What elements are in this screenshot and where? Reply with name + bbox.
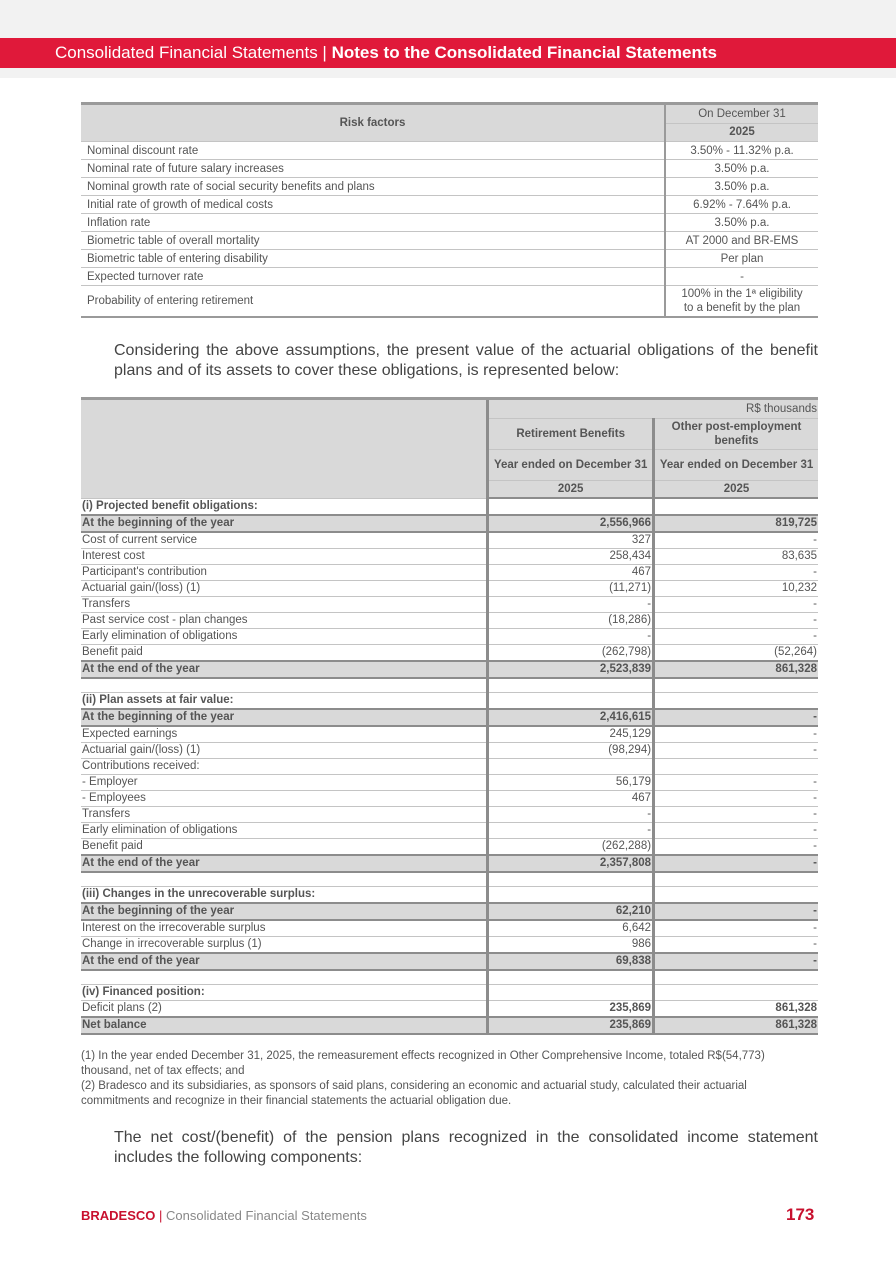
risk-date-header: On December 31 — [665, 104, 818, 124]
other-value: - — [654, 823, 818, 839]
risk-value — [665, 286, 818, 318]
table-row — [81, 498, 818, 515]
row-label: Interest cost — [81, 549, 488, 565]
risk-factors-table — [81, 102, 818, 318]
table-row — [81, 613, 818, 629]
row-label: (i) Projected benefit obligations: — [81, 498, 488, 515]
risk-value: Per plan — [665, 250, 818, 268]
other-value: 861,328 — [654, 1001, 818, 1018]
table-row — [81, 286, 818, 318]
other-value: - — [654, 937, 818, 954]
row-label: (iii) Changes in the unrecoverable surplus: — [81, 887, 488, 904]
risk-label: Nominal rate of future salary increases — [81, 160, 665, 178]
retirement-value — [488, 872, 654, 887]
total-row — [81, 953, 818, 970]
header-banner — [0, 38, 896, 68]
period-label-1: Year ended on December 31 — [488, 450, 654, 481]
table-row — [81, 214, 818, 232]
risk-value: 3.50% p.a. — [665, 178, 818, 196]
table-row — [81, 823, 818, 839]
other-value: - — [654, 807, 818, 823]
risk-label: Initial rate of growth of medical costs — [81, 196, 665, 214]
footnote-1: (1) In the year ended December 31, 2025, the remeasurement effects recognized in Other Comprehensive Income, totaled R$(54,773) thousand, net of tax effects; and — [81, 1050, 765, 1077]
footer-section: Consolidated Financial Statements — [166, 1208, 367, 1223]
table-row — [81, 743, 818, 759]
total-row — [81, 709, 818, 726]
table-row — [81, 693, 818, 710]
row-label: At the end of the year — [81, 855, 488, 872]
table-row — [81, 839, 818, 856]
table-row — [81, 775, 818, 791]
retirement-value: 56,179 — [488, 775, 654, 791]
table-row — [81, 887, 818, 904]
risk-value: 3.50% p.a. — [665, 160, 818, 178]
other-value — [654, 872, 818, 887]
row-label: - Employees — [81, 791, 488, 807]
row-label: Transfers — [81, 597, 488, 613]
row-label: At the beginning of the year — [81, 709, 488, 726]
header-title: Notes to the Consolidated Financial Statements — [331, 43, 717, 62]
table-row — [81, 268, 818, 286]
other-value: 83,635 — [654, 549, 818, 565]
table-row — [81, 920, 818, 937]
row-label: Benefit paid — [81, 645, 488, 662]
retirement-value: (11,271) — [488, 581, 654, 597]
table-row — [81, 645, 818, 662]
retirement-value: 2,416,615 — [488, 709, 654, 726]
risk-label: Nominal discount rate — [81, 142, 665, 160]
table-row — [81, 726, 818, 743]
table-row — [81, 985, 818, 1001]
row-label: At the beginning of the year — [81, 903, 488, 920]
other-value: - — [654, 565, 818, 581]
col-other-benefits: Other post-employment benefits — [654, 419, 818, 450]
other-value: 10,232 — [654, 581, 818, 597]
table-row — [81, 196, 818, 214]
other-value: - — [654, 791, 818, 807]
other-value: - — [654, 839, 818, 856]
risk-label: Biometric table of overall mortality — [81, 232, 665, 250]
other-value: - — [654, 743, 818, 759]
table-row — [81, 629, 818, 645]
paragraph-intro: Considering the above assumptions, the present value of the actuarial obligations of the benefit plans and of its assets to cover these obligations, is represented below: — [114, 342, 818, 379]
spacer-row — [81, 970, 818, 985]
retirement-value: - — [488, 807, 654, 823]
footnotes — [81, 1049, 818, 1109]
risk-value-line1: 100% in the 1ª eligibility — [681, 288, 803, 300]
table-row — [81, 178, 818, 196]
other-value: 861,328 — [654, 661, 818, 678]
other-value: - — [654, 532, 818, 549]
retirement-value: 2,523,839 — [488, 661, 654, 678]
table-row — [81, 250, 818, 268]
risk-label: Inflation rate — [81, 214, 665, 232]
total-row — [81, 855, 818, 872]
header-section: Consolidated Financial Statements — [55, 43, 318, 62]
row-label: At the beginning of the year — [81, 515, 488, 532]
footer — [81, 1208, 367, 1223]
risk-label: Expected turnover rate — [81, 268, 665, 286]
row-label: Contributions received: — [81, 759, 488, 775]
other-value: - — [654, 775, 818, 791]
row-label: Cost of current service — [81, 532, 488, 549]
retirement-value: - — [488, 629, 654, 645]
row-label: Participant's contribution — [81, 565, 488, 581]
row-label: At the end of the year — [81, 661, 488, 678]
retirement-value: 235,869 — [488, 1017, 654, 1034]
row-label: Actuarial gain/(loss) (1) — [81, 743, 488, 759]
other-value — [654, 759, 818, 775]
row-label: (iv) Financed position: — [81, 985, 488, 1001]
table-row — [81, 232, 818, 250]
table-row — [81, 142, 818, 160]
risk-value-line2: to a benefit by the plan — [683, 302, 801, 314]
retirement-value: 467 — [488, 565, 654, 581]
period-label-2: Year ended on December 31 — [654, 450, 818, 481]
retirement-value: (262,288) — [488, 839, 654, 856]
retirement-value — [488, 887, 654, 904]
retirement-value: - — [488, 597, 654, 613]
risk-value: 6.92% - 7.64% p.a. — [665, 196, 818, 214]
row-label: Past service cost - plan changes — [81, 613, 488, 629]
total-row — [81, 515, 818, 532]
other-value: - — [654, 726, 818, 743]
row-label: Expected earnings — [81, 726, 488, 743]
table-row — [81, 565, 818, 581]
other-value: - — [654, 597, 818, 613]
footnote-2: (2) Bradesco and its subsidiaries, as sponsors of said plans, considering an economic and actuarial study, calculated their actuarial commitments and recognize in their financial statements the actuarial obligation due. — [81, 1080, 747, 1107]
total-row — [81, 1017, 818, 1034]
row-label: Actuarial gain/(loss) (1) — [81, 581, 488, 597]
obligations-unit-row — [81, 399, 818, 419]
risk-value: AT 2000 and BR-EMS — [665, 232, 818, 250]
row-label: Early elimination of obligations — [81, 629, 488, 645]
table-row — [81, 1001, 818, 1018]
table-row — [81, 807, 818, 823]
obligations-table — [81, 397, 818, 1035]
sub-strip — [0, 68, 896, 78]
col-retirement-benefits: Retirement Benefits — [488, 419, 654, 450]
paragraph-net-cost: The net cost/(benefit) of the pension plans recognized in the consolidated income statement includes the following components: — [114, 1129, 818, 1166]
table-row — [81, 160, 818, 178]
table-row — [81, 581, 818, 597]
retirement-value: 258,434 — [488, 549, 654, 565]
retirement-value: 235,869 — [488, 1001, 654, 1018]
table-row — [81, 791, 818, 807]
row-label: Benefit paid — [81, 839, 488, 856]
footer-separator: | — [155, 1208, 167, 1223]
retirement-value: 2,556,966 — [488, 515, 654, 532]
year-label-1: 2025 — [488, 481, 654, 499]
risk-factors-header: Risk factors — [81, 104, 665, 142]
table-row — [81, 549, 818, 565]
table-row — [81, 532, 818, 549]
other-value: - — [654, 920, 818, 937]
retirement-value: 62,210 — [488, 903, 654, 920]
risk-label: Probability of entering retirement — [81, 286, 665, 318]
table-row — [81, 759, 818, 775]
other-value: - — [654, 855, 818, 872]
retirement-value — [488, 759, 654, 775]
row-label — [81, 970, 488, 985]
other-value: 861,328 — [654, 1017, 818, 1034]
total-row — [81, 661, 818, 678]
spacer-row — [81, 678, 818, 693]
table-row — [81, 597, 818, 613]
risk-value: 3.50% - 11.32% p.a. — [665, 142, 818, 160]
footer-brand: BRADESCO — [81, 1208, 156, 1223]
obligations-body — [81, 498, 818, 1034]
other-value — [654, 678, 818, 693]
row-label — [81, 678, 488, 693]
top-strip — [0, 0, 896, 38]
risk-label: Nominal growth rate of social security benefits and plans — [81, 178, 665, 196]
other-value — [654, 887, 818, 904]
retirement-value — [488, 985, 654, 1001]
other-value: 819,725 — [654, 515, 818, 532]
retirement-value — [488, 970, 654, 985]
row-label: Net balance — [81, 1017, 488, 1034]
page-number: 173 — [786, 1205, 815, 1224]
retirement-value — [488, 693, 654, 710]
retirement-value — [488, 678, 654, 693]
row-label — [81, 872, 488, 887]
other-value — [654, 985, 818, 1001]
table-row — [81, 937, 818, 954]
retirement-value: 6,642 — [488, 920, 654, 937]
other-value — [654, 693, 818, 710]
other-value: - — [654, 709, 818, 726]
row-label: Transfers — [81, 807, 488, 823]
risk-value: 3.50% p.a. — [665, 214, 818, 232]
other-value: - — [654, 903, 818, 920]
retirement-value: - — [488, 823, 654, 839]
other-value — [654, 970, 818, 985]
unit-label: R$ thousands — [488, 399, 818, 419]
other-value: - — [654, 629, 818, 645]
row-label: At the end of the year — [81, 953, 488, 970]
row-label: Early elimination of obligations — [81, 823, 488, 839]
retirement-value: 245,129 — [488, 726, 654, 743]
retirement-value: (262,798) — [488, 645, 654, 662]
other-value: - — [654, 613, 818, 629]
risk-value: - — [665, 268, 818, 286]
risk-year-header: 2025 — [665, 123, 818, 142]
row-label: Change in irrecoverable surplus (1) — [81, 937, 488, 954]
row-label: - Employer — [81, 775, 488, 791]
risk-label: Biometric table of entering disability — [81, 250, 665, 268]
retirement-value: 69,838 — [488, 953, 654, 970]
row-label: (ii) Plan assets at fair value: — [81, 693, 488, 710]
risk-header-row — [81, 104, 818, 124]
row-label: Interest on the irrecoverable surplus — [81, 920, 488, 937]
retirement-value: 986 — [488, 937, 654, 954]
year-label-2: 2025 — [654, 481, 818, 499]
header-separator: | — [317, 43, 332, 62]
retirement-value: (98,294) — [488, 743, 654, 759]
row-label: Deficit plans (2) — [81, 1001, 488, 1018]
obligations-corner — [81, 399, 488, 499]
other-value — [654, 498, 818, 515]
retirement-value: 467 — [488, 791, 654, 807]
retirement-value: (18,286) — [488, 613, 654, 629]
spacer-row — [81, 872, 818, 887]
total-row — [81, 903, 818, 920]
retirement-value: 2,357,808 — [488, 855, 654, 872]
other-value: - — [654, 953, 818, 970]
other-value: (52,264) — [654, 645, 818, 662]
retirement-value: 327 — [488, 532, 654, 549]
retirement-value — [488, 498, 654, 515]
